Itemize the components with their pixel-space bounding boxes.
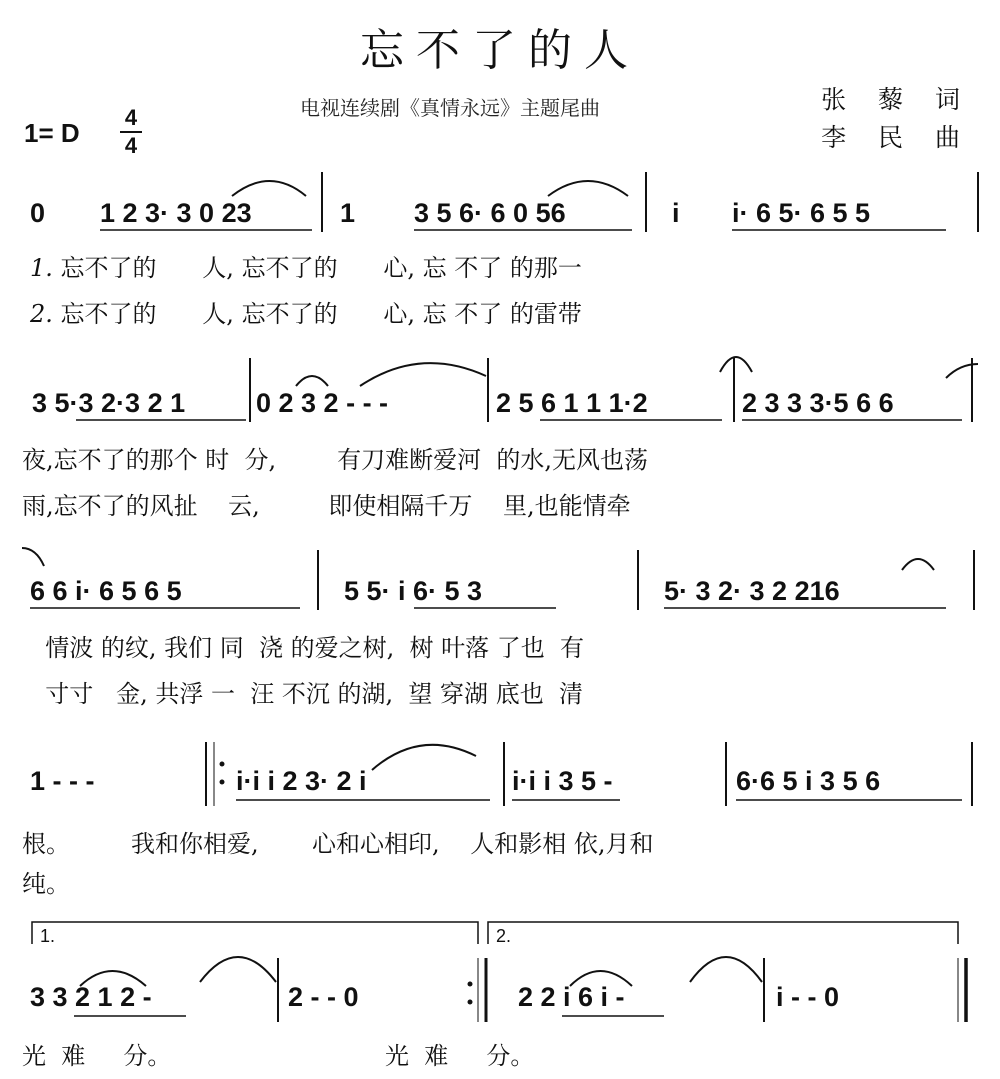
measure-note-group: i·i i 3 5 - [512, 766, 613, 796]
fermata-arc [720, 357, 752, 372]
time-signature-bottom: 4 [124, 133, 138, 158]
repeat-dot [220, 780, 225, 785]
repeat-dot [468, 982, 473, 987]
measure-note-group: 5 5· i 6· 5 3 [344, 576, 483, 606]
song-subtitle: 电视连续剧《真情永远》主题尾曲 [300, 96, 600, 120]
slur-arc [296, 376, 328, 386]
tie-arc [690, 957, 762, 982]
lyric-line [22, 824, 653, 864]
song-title: 忘不了的人 [360, 25, 640, 76]
lyric-line [30, 628, 584, 668]
measure-note-group: 1 [340, 198, 356, 228]
volta-label-1: 1. [40, 926, 56, 946]
lyric-line [22, 486, 631, 526]
measure-note-group: 3 5·3 2·3 2 1 [32, 388, 186, 418]
lyric-line [30, 294, 582, 334]
score-row-3 [22, 548, 974, 610]
measure-note-group: 1 - - - [30, 766, 95, 796]
measure-note-group: 2 - - 0 [288, 982, 359, 1012]
verse-number: 1. [30, 254, 53, 282]
measure-note-group: 0 [30, 198, 46, 228]
tie-arc [360, 363, 486, 386]
lyric-text: 光 难 分。 光 难 分。 [22, 1042, 535, 1070]
volta-bracket-1 [32, 922, 478, 944]
tie-arc [372, 745, 476, 770]
measure-note-group: 3 5 6· 6 0 56 [414, 198, 566, 228]
tie-arc [946, 364, 978, 378]
time-signature-top: 4 [124, 105, 138, 130]
lyric-text: 雨,忘不了的风扯 云, 即使相隔千万 里,也能情牵 [22, 492, 631, 520]
measure-note-group: 2 5 6 1 1 1·2 [496, 388, 648, 418]
key-signature: 1= D [24, 118, 80, 148]
lyric-text: 情波 的纹, 我们 同 浇 的爱之树, 树 叶落 了也 有 [30, 634, 585, 662]
lyric-text: 忘不了的 人, 忘不了的 心, 忘 不了 的雷带 [52, 300, 582, 328]
score-row-1 [30, 172, 978, 232]
lyric-line [30, 248, 582, 288]
lyric-text: 寸寸 金, 共浮 一 汪 不沉 的湖, 望 穿湖 底也 清 [30, 680, 583, 708]
measure-note-group: 6·6 5 i 3 5 6 [736, 766, 881, 796]
fermata-arc [902, 559, 934, 570]
score-row-4 [30, 742, 972, 806]
volta-label-2: 2. [496, 926, 512, 946]
verse-number: 2. [30, 300, 53, 328]
lyric-line [22, 440, 648, 480]
lyric-line [22, 1036, 534, 1076]
lyric-text: 纯。 [22, 870, 70, 898]
tie-arc [200, 957, 276, 982]
measure-note-group: i [672, 198, 680, 228]
measure-note-group: 6 6 i· 6 5 6 5 [30, 576, 182, 606]
measure-note-group: 1 2 3· 3 0 23 [100, 198, 252, 228]
score-row-5 [30, 922, 966, 1022]
lyric-line [30, 674, 583, 714]
composer-credit: 李 民 曲 [821, 123, 972, 152]
tie-arc [548, 181, 628, 196]
volta-bracket-2 [488, 922, 958, 944]
lyric-text: 忘不了的 人, 忘不了的 心, 忘 不了 的那一 [52, 254, 582, 282]
tie-arc [22, 548, 44, 566]
measure-note-group: 0 2 3 2 - - - [256, 388, 389, 418]
repeat-dot [468, 1000, 473, 1005]
measure-note-group: 5· 3 2· 3 2 216 [664, 576, 840, 606]
score-row-2 [32, 357, 978, 422]
measure-note-group: 2 2 i 6 i - [518, 982, 625, 1012]
measure-note-group: i - - 0 [776, 982, 840, 1012]
measure-note-group: i·i i 2 3· 2 i [236, 766, 367, 796]
tie-arc [232, 181, 306, 196]
lyric-text: 夜,忘不了的那个 时 分, 有刀难断爱河 的水,无风也荡 [22, 446, 649, 474]
lyric-line [22, 864, 70, 904]
repeat-dot [220, 762, 225, 767]
measure-note-group: 3 3 2 1 2 - [30, 982, 152, 1012]
measure-note-group: 2 3 3 3·5 6 6 [742, 388, 894, 418]
lyricist-credit: 张 藜 词 [821, 85, 972, 114]
measure-note-group: i· 6 5· 6 5 5 [732, 198, 871, 228]
lyric-text: 根。 我和你相爱, 心和心相印, 人和影相 依,月和 [22, 830, 654, 858]
